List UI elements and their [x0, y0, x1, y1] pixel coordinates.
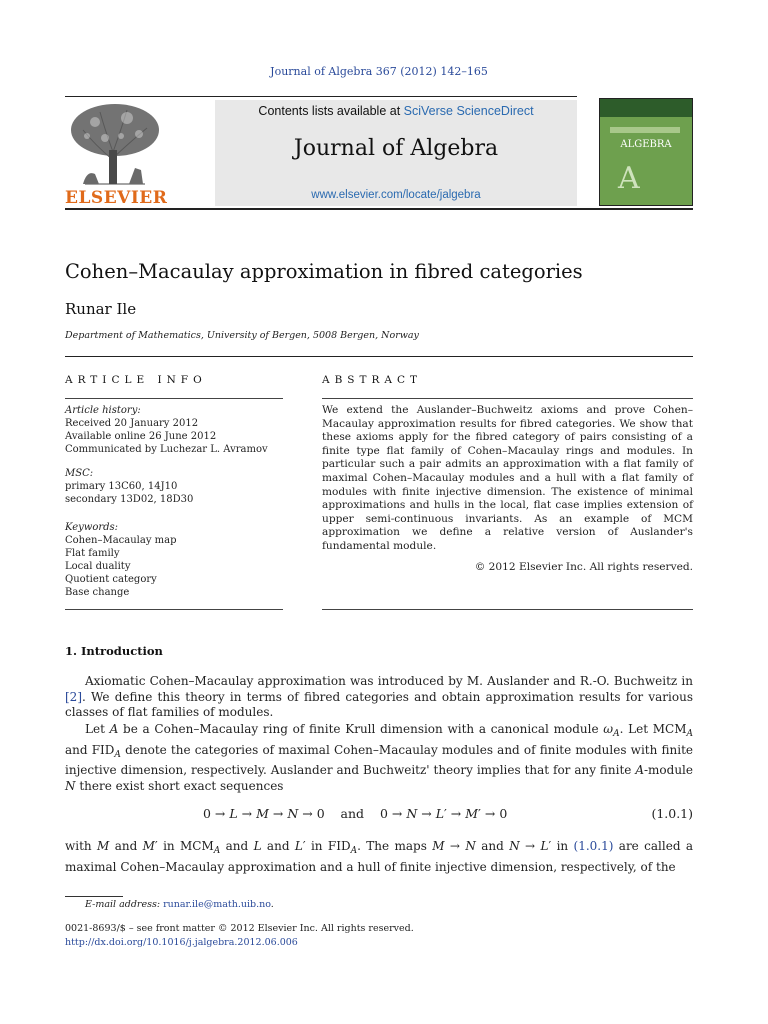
sciencedirect-link[interactable]: SciVerse ScienceDirect — [403, 104, 534, 118]
journal-reference[interactable]: Journal of Algebra 367 (2012) 142–165 — [270, 65, 488, 78]
article-history — [65, 404, 283, 456]
journal-title: Journal of Algebra — [293, 136, 499, 161]
contents-line — [215, 104, 577, 118]
journal-cover-image — [599, 98, 693, 206]
history-item: Available online 26 June 2012 — [65, 431, 217, 442]
abstract-bottom-rule — [322, 609, 693, 610]
keyword-item: Quotient category — [65, 574, 157, 585]
msc-codes — [65, 467, 283, 506]
footnote: E-mail address: runar.ile@math.uib.no. — [85, 899, 274, 910]
email-link[interactable]: runar.ile@math.uib.no — [163, 899, 271, 910]
history-item: Communicated by Luchezar L. Avramov — [65, 444, 268, 455]
keywords-heading: Keywords: — [65, 522, 119, 533]
citation-link[interactable]: [2] — [65, 689, 82, 704]
author-affiliation: Department of Mathematics, University of Bergen, 5008 Bergen, Norway — [65, 330, 419, 341]
keywords — [65, 521, 283, 599]
article-info-label: ARTICLE INFO — [65, 374, 207, 386]
email-heading: E-mail address: — [85, 899, 161, 910]
equation-ref-link[interactable]: (1.0.1) — [573, 839, 614, 853]
equation-number: (1.0.1) — [651, 806, 693, 821]
abstract-rule — [322, 398, 693, 399]
history-heading: Article history: — [65, 405, 141, 416]
intro-paragraph-2: Let A be a Cohen–Macaulay ring of finite Krull dimension with a canonical module $\omega_A$. Let $MCM_A$ and $FID_A$ denote the categories of maximal Cohen–Macaulay modules and of finite modules with finite injective dimension, respectively. Auslander and Buchweitz' theory implies that for any finite A-module N there exist short exact sequences — [65, 722, 693, 793]
cover-stripe — [610, 127, 680, 133]
history-item: Received 20 January 2012 — [65, 418, 199, 429]
header-bottom-rule — [65, 208, 693, 210]
keyword-item: Cohen–Macaulay map — [65, 535, 177, 546]
intro-paragraph-1 — [65, 674, 693, 721]
abstract-copyright: © 2012 Elsevier Inc. All rights reserved. — [474, 561, 693, 573]
equation-body: 0 → L → M → N → 0 and 0 → N → L′ → M′ → 0 — [203, 806, 508, 821]
author-name: Runar Ile — [65, 300, 137, 318]
p1-text: Axiomatic Cohen–Macaulay approximation was introduced by M. Auslander and R.-O. Buchweitz in — [85, 674, 693, 688]
article-title: Cohen–Macaulay approximation in fibred categories — [65, 260, 583, 283]
cover-word: ALGEBRA — [620, 139, 672, 150]
front-matter: 0021-8693/$ – see front matter © 2012 Elsevier Inc. All rights reserved. — [65, 923, 414, 934]
abstract-text: We extend the Auslander–Buchweitz axioms and prove Cohen–Macaulay approximation results for fibred categories. We show that these axioms apply for the fibred category of pairs consisting of a finite type flat family of Cohen–Macaulay rings and modules. In particular such a pair admits an approximation with a flat family of maximal Cohen–Macaulay modules and a hull with a flat family of modules with finite injective dimension. The existence of minimal approximations and hulls in the local, flat case implies extension of upper semi-continuous invariants. As an example of MCM approximation we define a relative version of Auslander's fundamental module. — [322, 404, 693, 552]
article-info-bottom-rule — [65, 609, 283, 610]
journal-url-link[interactable]: www.elsevier.com/locate/jalgebra — [311, 189, 481, 201]
intro-paragraph-3: with M and M′ in $MCM_A$ and L and L′ in $FID_A$. The maps M → N and N → L′ in (1.0.1) are called a maximal Cohen–Macaulay approximation and a hull of finite injective dimension, respectively, of the — [65, 839, 694, 874]
msc-heading: MSC: — [65, 468, 94, 479]
elsevier-wordmark: ELSEVIER — [65, 188, 168, 208]
keyword-item: Local duality — [65, 561, 131, 572]
cover-letter: A — [618, 161, 640, 196]
introduction-heading: 1. Introduction — [65, 644, 163, 658]
contents-prefix: Contents lists available at — [258, 104, 404, 118]
section-divider — [65, 356, 693, 357]
msc-item: secondary 13D02, 18D30 — [65, 494, 194, 505]
cover-top-band — [600, 99, 692, 117]
keyword-item: Base change — [65, 587, 130, 598]
header-top-rule — [65, 96, 577, 97]
doi-link[interactable]: http://dx.doi.org/10.1016/j.jalgebra.2012.06.006 — [65, 937, 298, 948]
p1-text: . We define this theory in terms of fibred categories and obtain approximation results for various classes of flat families of modules. — [65, 689, 693, 719]
footnote-rule — [65, 896, 123, 897]
abstract-label: ABSTRACT — [322, 374, 423, 386]
msc-item: primary 13C60, 14J10 — [65, 481, 178, 492]
article-info-rule — [65, 398, 283, 399]
keyword-item: Flat family — [65, 548, 120, 559]
